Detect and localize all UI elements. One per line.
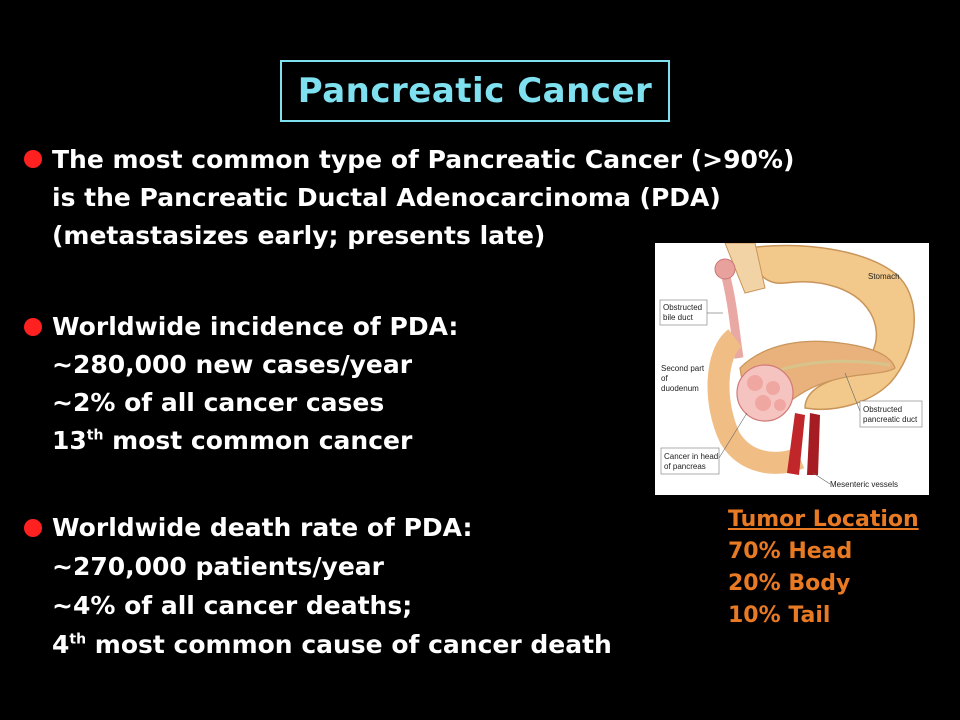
tumor-location-heading: Tumor Location — [728, 507, 919, 532]
bullet-3-line-1: Worldwide death rate of PDA: — [52, 513, 473, 542]
bullet-3-line-4 — [52, 630, 612, 660]
rank-text: most common cause of cancer death — [86, 630, 612, 659]
rank-suffix: th — [69, 631, 87, 648]
rank-suffix: th — [86, 427, 104, 444]
rank-number: 4 — [52, 630, 70, 659]
bullet-dot — [24, 318, 42, 336]
bullet-2-line-1: Worldwide incidence of PDA: — [52, 312, 459, 341]
fig-label: of — [661, 374, 668, 383]
bullet-2-line-4 — [52, 426, 412, 456]
rank-text: most common cancer — [103, 426, 413, 455]
fig-label: Cancer in head — [664, 452, 719, 461]
fig-label: Second part — [661, 364, 705, 373]
fig-label: Mesenteric vessels — [830, 480, 899, 489]
pancreas-illustration — [655, 243, 929, 495]
fig-label: Obstructed — [863, 405, 903, 414]
rank-number: 13 — [52, 426, 87, 455]
bullet-2-line-3: ~2% of all cancer cases — [52, 388, 385, 417]
tumor-location-item: 10% Tail — [728, 603, 831, 628]
fig-label: pancreatic duct — [863, 415, 918, 424]
slide-title: Pancreatic Cancer — [297, 71, 653, 111]
tumor-shape — [737, 365, 793, 421]
tumor-location-item: 20% Body — [728, 571, 851, 596]
bullet-3-line-3: ~4% of all cancer deaths; — [52, 591, 413, 620]
bullet-2-line-2: ~280,000 new cases/year — [52, 350, 413, 379]
fig-label: duodenum — [661, 384, 699, 393]
fig-label: Stomach — [868, 272, 900, 281]
bullet-3-line-2: ~270,000 patients/year — [52, 552, 384, 581]
bullet-1-line-2: is the Pancreatic Ductal Adenocarcinoma (PDA) — [52, 183, 721, 212]
bullet-1-line-1: The most common type of Pancreatic Cancer (>90%) — [52, 145, 795, 174]
fig-label: of pancreas — [664, 462, 706, 471]
fig-label: bile duct — [663, 313, 693, 322]
fig-label: Obstructed — [663, 303, 703, 312]
title-box — [280, 60, 670, 122]
bullet-dot — [24, 519, 42, 537]
bullet-1-line-3: (metastasizes early; presents late) — [52, 221, 546, 250]
pancreas-diagram — [655, 243, 929, 495]
bullet-dot — [24, 150, 42, 168]
tumor-location-item: 70% Head — [728, 539, 853, 564]
